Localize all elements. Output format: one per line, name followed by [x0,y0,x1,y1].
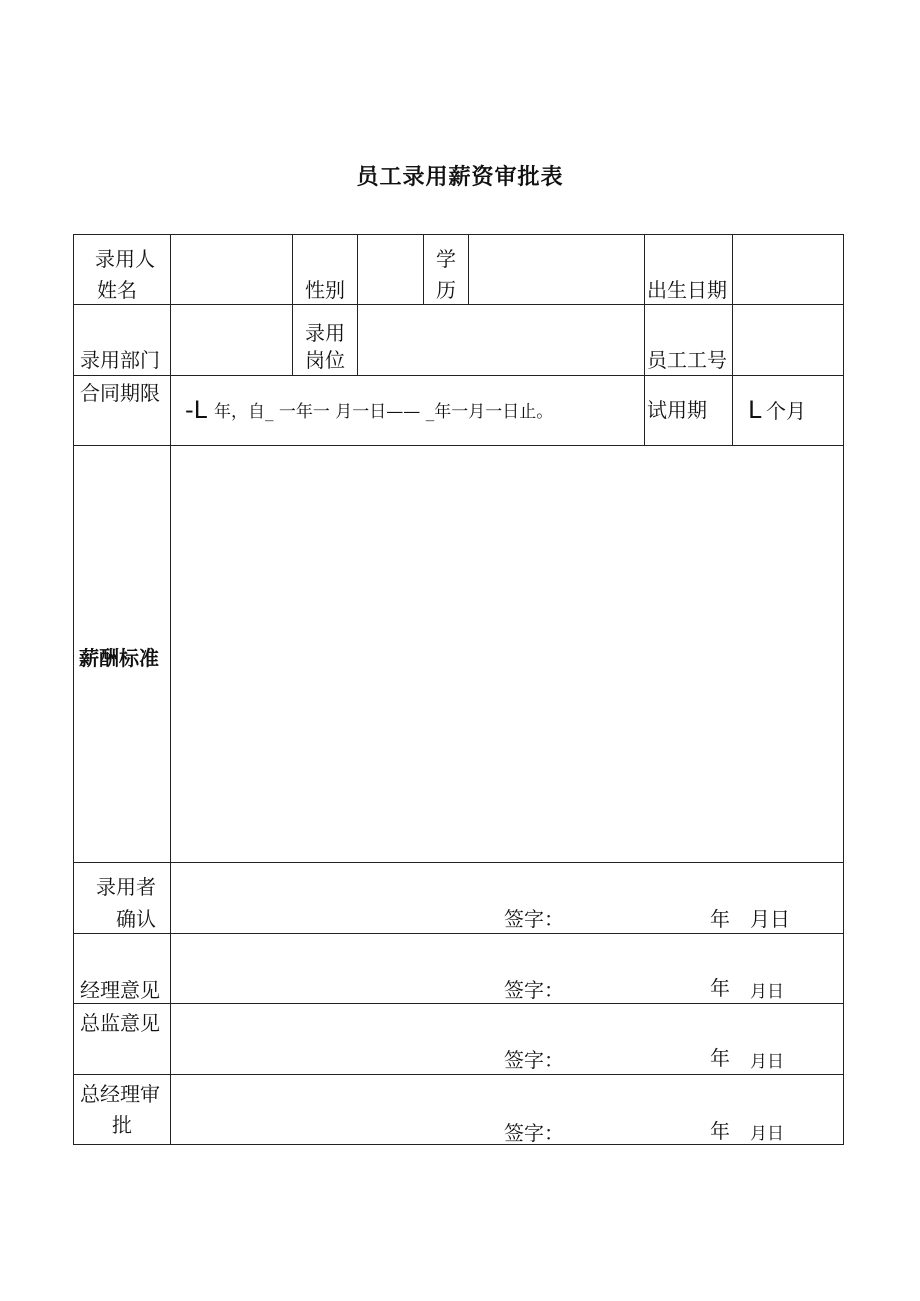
year-label: 年 [710,907,730,931]
label-column-divider [170,234,171,1145]
gm-approval-label-line1: 总经理审 [80,1082,160,1106]
manager-opinion-label: 经理意见 [80,978,160,1002]
column-divider [732,234,733,446]
recruit-confirm-label-line2: 确认 [116,907,156,931]
position-label-line2: 岗位 [305,348,345,372]
month-day-label: 月日 [750,907,790,931]
probation-mark: L [748,396,762,424]
month-day-label: 月日 [750,1124,784,1144]
signature-label: 签字： [504,1048,564,1072]
year-label: 年 [710,976,730,1000]
column-divider [292,234,293,376]
education-label-line1: 学 [436,247,456,271]
month-day-label: 月日 [750,1052,784,1072]
signature-label: 签字： [504,907,564,931]
row-divider [73,375,844,376]
recruit-confirm-label-line1: 录用者 [96,875,156,899]
gm-approval-label-line2: 批 [112,1113,132,1137]
signature-label: 签字： [504,1121,564,1145]
row-divider [73,862,844,863]
row-divider [73,304,844,305]
probation-unit: 个月 [766,399,806,423]
year-label: 年 [710,1046,730,1070]
row-divider [73,1003,844,1004]
column-divider [644,234,645,446]
signature-label: 签字： [504,978,564,1002]
name-label-line1: 录用人 [95,247,155,271]
birthdate-label: 出生日期 [647,278,727,302]
column-divider [423,234,424,305]
table-border-left [73,234,74,1145]
contract-mark: -L [185,396,208,424]
contract-period-text: 年，自_ 一年一 月一日—— _年一月一日止。 [214,402,554,422]
row-divider [73,445,844,446]
year-label: 年 [710,1119,730,1143]
row-divider [73,1074,844,1075]
probation-label: 试用期 [647,398,707,422]
month-day-label: 月日 [750,982,784,1002]
director-opinion-label: 总监意见 [80,1011,160,1035]
table-border-right [843,234,844,1145]
education-label-line2: 历 [436,278,456,302]
page-title: 员工录用薪资审批表 [356,165,564,190]
column-divider [357,234,358,376]
employee-id-label: 员工工号 [647,348,727,372]
contract-label: 合同期限 [80,381,160,405]
table-border-top [73,234,844,235]
department-label: 录用部门 [80,348,160,372]
name-label-line2: 姓名 [97,278,137,302]
salary-label: 薪酬标准 [79,646,159,670]
column-divider [468,234,469,305]
gender-label: 性别 [305,278,345,302]
position-label-line1: 录用 [305,321,345,345]
